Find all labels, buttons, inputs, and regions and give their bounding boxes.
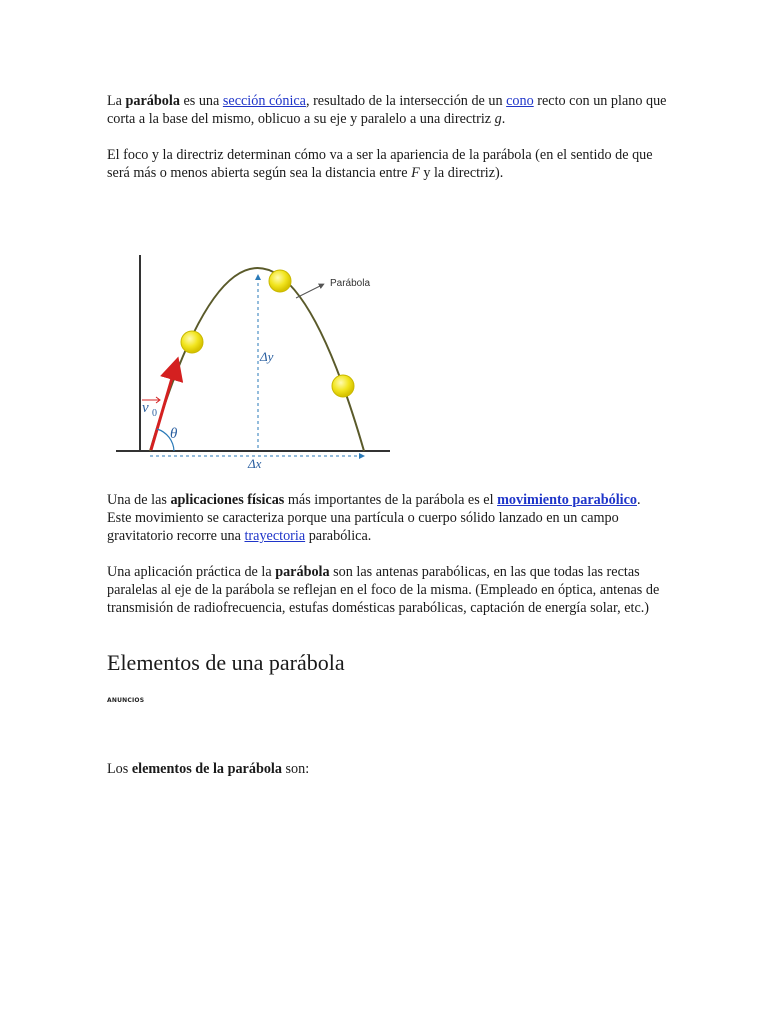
text-run: . bbox=[501, 111, 506, 127]
link-movimiento-parabolico[interactable]: movimiento parabólico bbox=[497, 492, 637, 508]
text-run: son las antenas parabólicas, en las que todas las rectas paralelas al eje de la parábola se reflejan en el foco de la misma. (Empleado en óptica, antenas de transmisión de radiofrecuencia, estufas domésticas parabólicas, captación de energía solar, etc.) bbox=[107, 564, 660, 616]
text-run: . Este movimiento se caracteriza porque una partícula o cuerpo sólido lanzado en un campo gravitatorio recorre una bbox=[107, 492, 641, 544]
text-run: Los bbox=[107, 761, 132, 777]
text-run: y la directriz). bbox=[419, 165, 504, 181]
intro-paragraph bbox=[107, 92, 667, 128]
velocity-subscript: 0 bbox=[152, 408, 157, 419]
italic-term: g bbox=[494, 111, 502, 127]
link-seccion-conica[interactable]: sección cónica bbox=[222, 93, 306, 109]
bold-term: elementos de la parábola bbox=[131, 761, 282, 777]
text-run: más importantes de la parábola es el bbox=[284, 492, 498, 508]
dx-label: Δx bbox=[248, 456, 262, 470]
antennas-paragraph bbox=[107, 563, 667, 617]
parabola-curve-label: Parábola bbox=[330, 278, 371, 289]
bold-term: parábola bbox=[275, 564, 330, 580]
link-trayectoria[interactable]: trayectoria bbox=[244, 528, 306, 544]
dy-label: Δy bbox=[260, 349, 274, 364]
text-run: recto con un plano que corta a la base del mismo, oblicuo a su eje y paralelo a una directriz bbox=[107, 93, 667, 127]
text-run: Una aplicación práctica de la bbox=[107, 564, 276, 580]
focus-directrix-paragraph bbox=[107, 146, 667, 182]
link-cono[interactable]: cono bbox=[506, 93, 534, 109]
text-run: son: bbox=[281, 761, 310, 777]
elements-intro-paragraph bbox=[107, 760, 667, 778]
ball-descending bbox=[332, 375, 354, 397]
italic-term: F bbox=[411, 165, 420, 181]
curve-label-pointer bbox=[296, 285, 322, 298]
bold-term: aplicaciones físicas bbox=[170, 492, 285, 508]
text-run: , resultado de la intersección de un bbox=[305, 93, 507, 109]
text-run: Una de las bbox=[107, 492, 171, 508]
projectile-parabola-diagram bbox=[110, 245, 400, 470]
parabola-curve bbox=[150, 268, 364, 451]
section-heading: Elementos de una parábola bbox=[107, 650, 345, 675]
ball-apex bbox=[269, 270, 291, 292]
ball-ascending bbox=[181, 331, 203, 353]
bold-term: parábola bbox=[125, 93, 180, 109]
angle-label: θ bbox=[170, 426, 178, 442]
text-run: parabólica. bbox=[305, 528, 372, 544]
text-run: La bbox=[107, 93, 126, 109]
text-run: El foco y la directriz determinan cómo va a ser la apariencia de la parábola (en el sentido de que será más o menos abierta según sea la distancia entre bbox=[107, 147, 653, 181]
text-run: es una bbox=[179, 93, 223, 109]
velocity-label: v bbox=[142, 400, 149, 416]
ad-label: ANUNCIOS bbox=[107, 697, 145, 704]
physics-applications-paragraph bbox=[107, 491, 667, 545]
